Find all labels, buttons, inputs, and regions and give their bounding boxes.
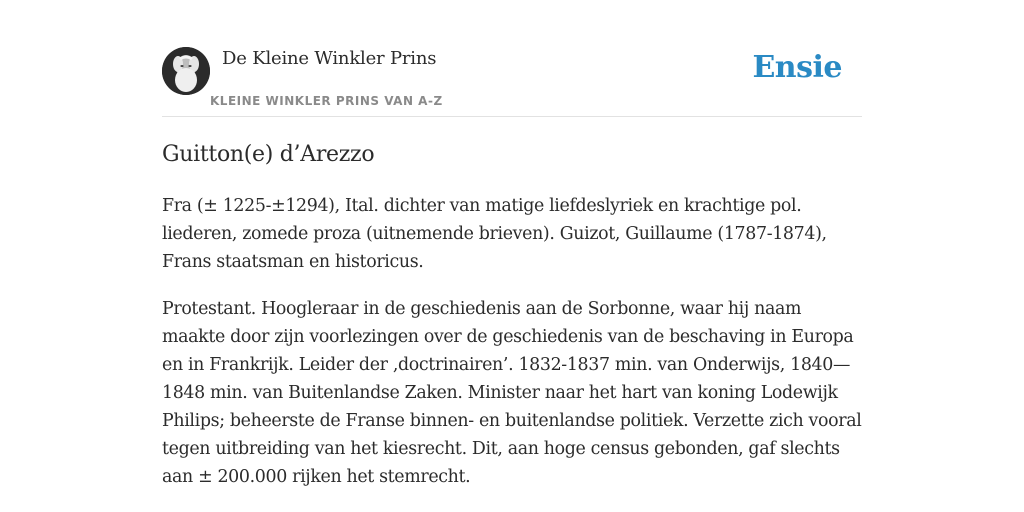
article-content xyxy=(162,138,862,491)
article-title: Guitton(e) d’Arezzo xyxy=(162,142,375,167)
site-logo[interactable]: Ensie xyxy=(752,50,842,85)
article-paragraph: Fra (± 1225-±1294), Ital. dichter van matige liefdeslyriek en krachtige pol. liederen, zomede proza (uitnemende brieven). Guizot, Guillaume (1787-1874), Frans staatsman en historicus. xyxy=(162,196,827,272)
author-portrait-icon[interactable] xyxy=(162,47,210,95)
article-paragraph: Protestant. Hoogleraar in de geschiedenis aan de Sorbonne, waar hij naam maakte door zijn voorlezingen over de geschiedenis van de beschaving in Europa en in Frankrijk. Leider der ‚doctrinairen’. 1832-1837 min. van Onderwijs, 1840—1848 min. van Buitenlandse Zaken. Minister naar het hart van koning Lodewijk Philips; beheerste de Franse binnen- en buitenlandse politiek. Verzette zich vooral tegen uitbreiding van het kiesrecht. Dit, aan hoge census gebonden, gaf slechts aan ± 200.000 rijken het stemrecht. xyxy=(162,299,862,487)
page-header xyxy=(162,44,862,117)
book-title[interactable]: De Kleine Winkler Prins xyxy=(222,48,437,69)
book-subtitle[interactable]: KLEINE WINKLER PRINS VAN A-Z xyxy=(210,94,443,108)
